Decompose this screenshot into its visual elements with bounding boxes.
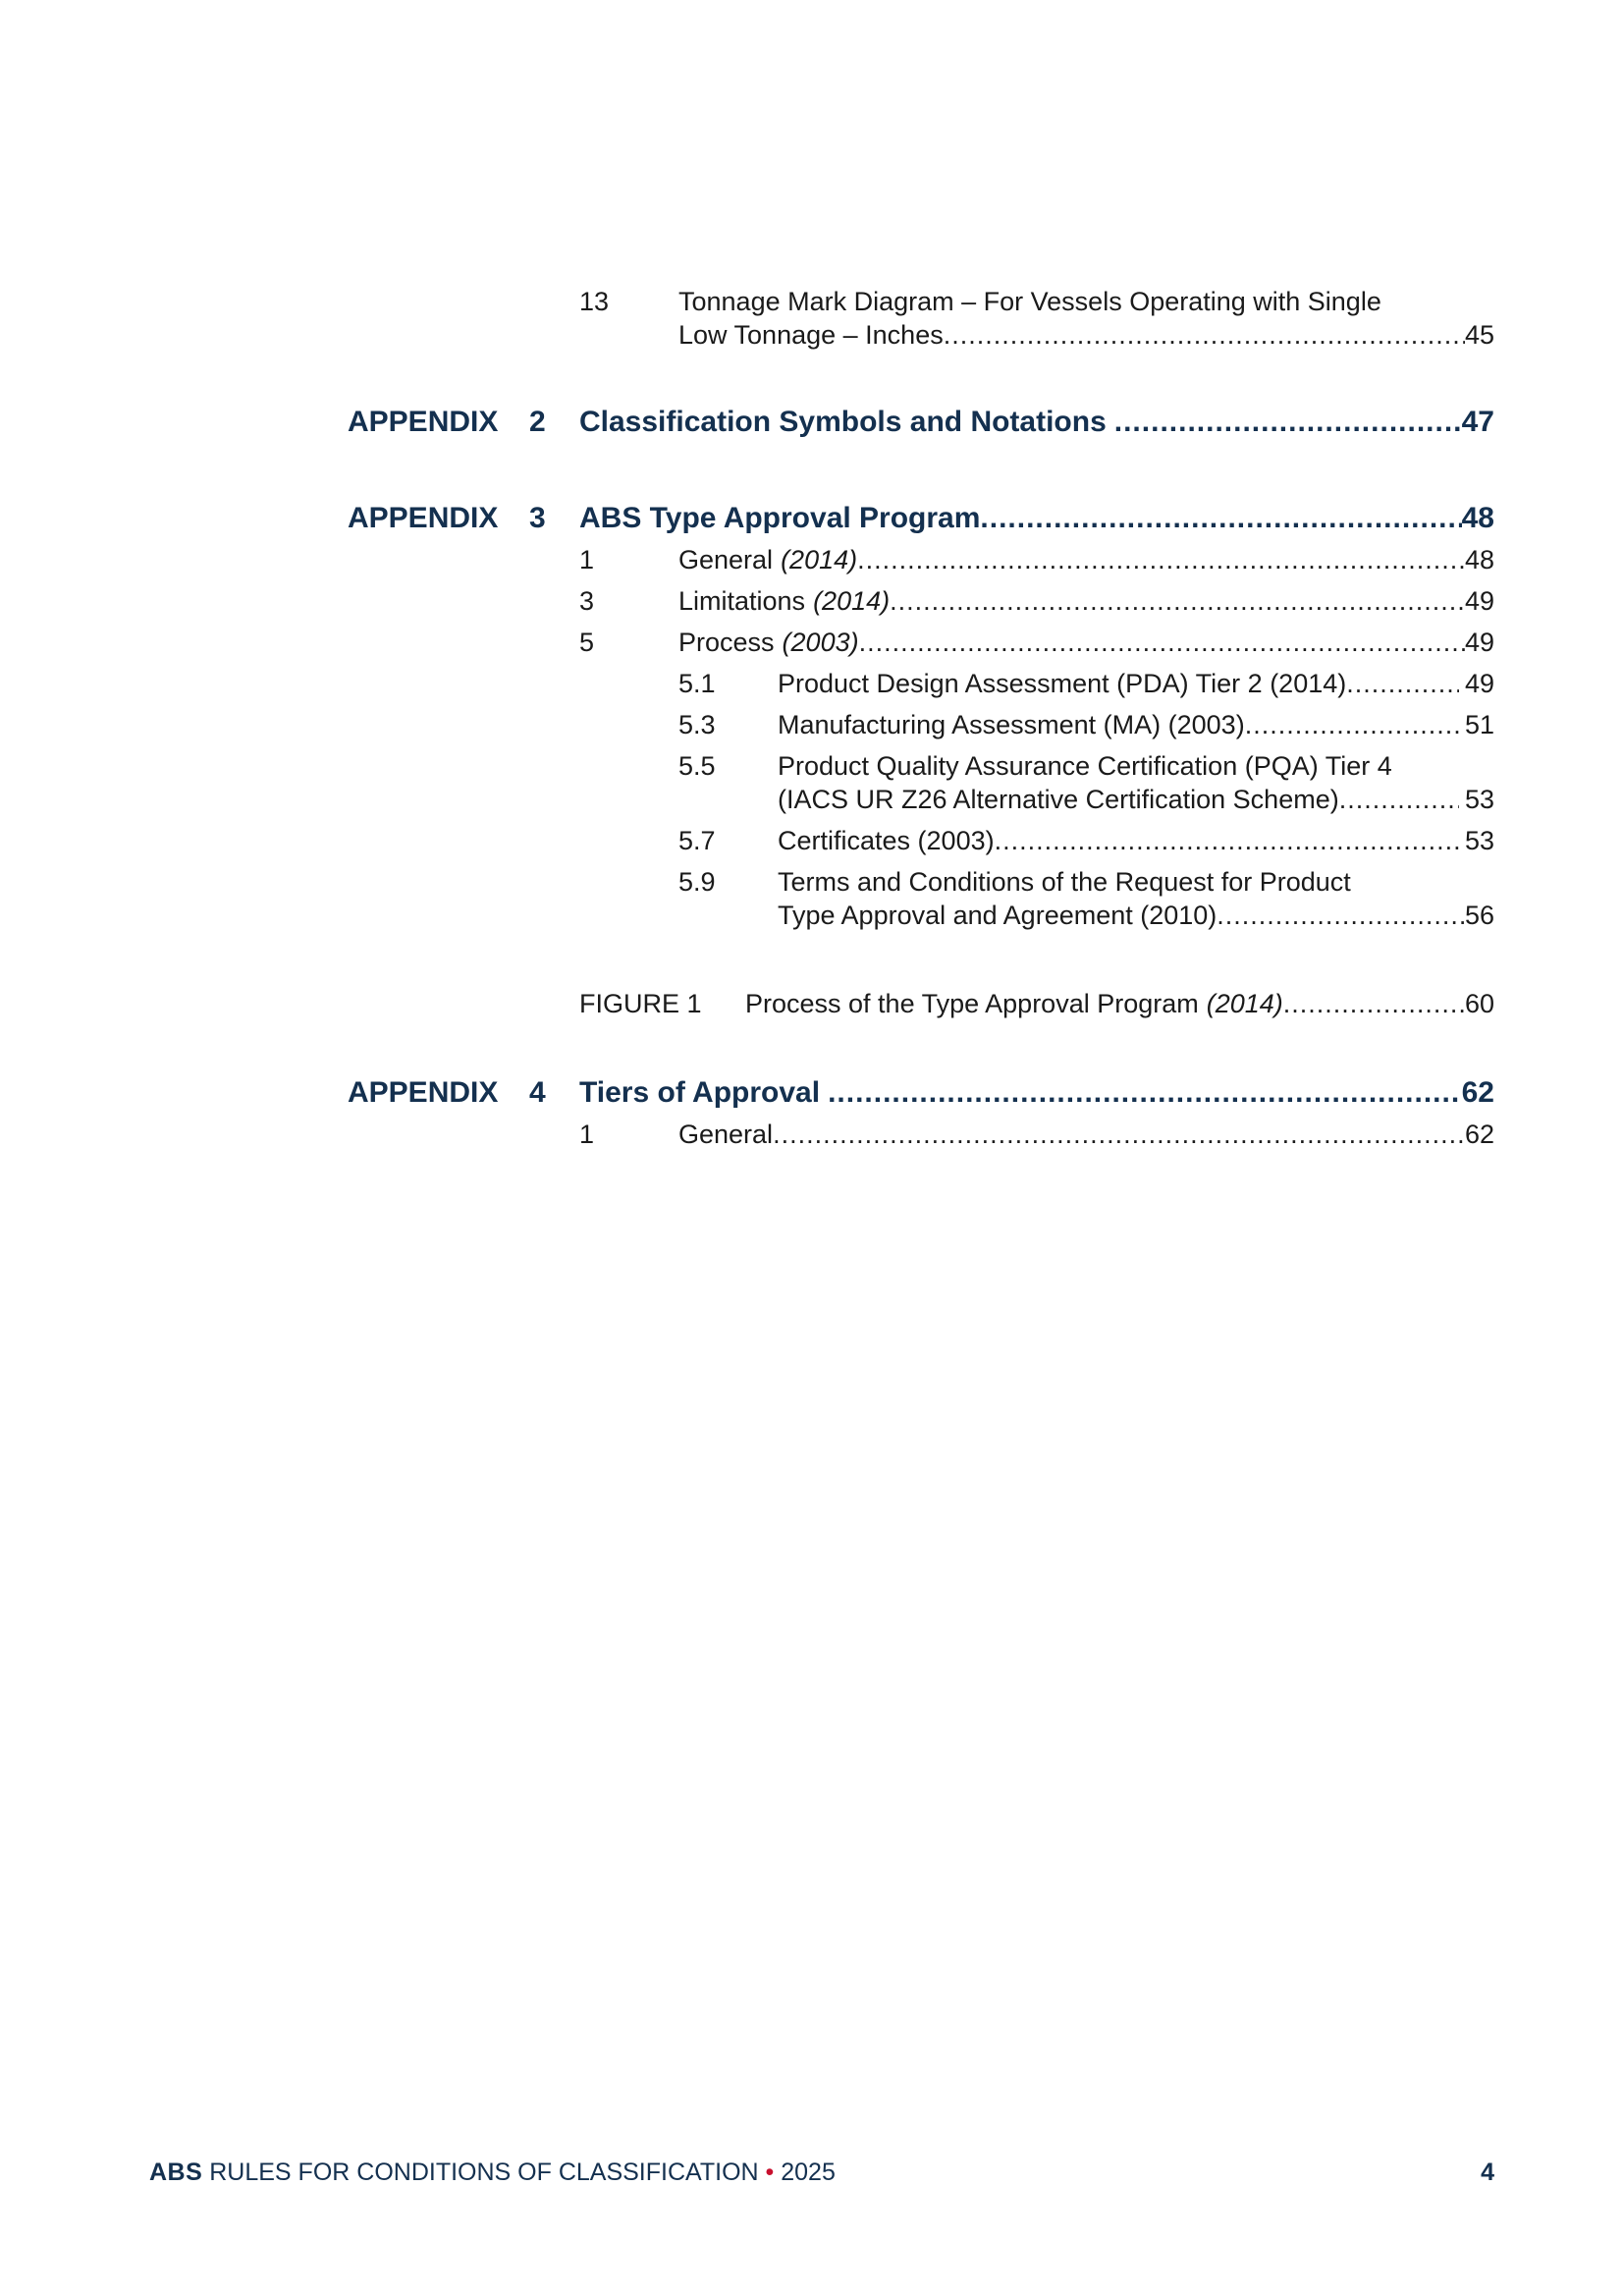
leader-dots bbox=[859, 626, 1465, 659]
subsection-title-continued: Type Approval and Agreement (2010) bbox=[778, 901, 1217, 930]
section-title: General bbox=[678, 545, 774, 574]
toc-appendix-4-section-1[interactable] bbox=[579, 1118, 1494, 1151]
page-number: 53 bbox=[1464, 785, 1494, 814]
subsection-title-continued: (IACS UR Z26 Alternative Certification Scheme) bbox=[778, 785, 1339, 814]
leader-dots bbox=[1283, 987, 1465, 1020]
page-number: 45 bbox=[1464, 320, 1494, 350]
subsection-title: Certificates (2003) bbox=[778, 826, 995, 855]
leader-dots bbox=[857, 543, 1465, 576]
figure-year: (2014) bbox=[1206, 989, 1283, 1018]
page-number: 56 bbox=[1464, 901, 1494, 930]
section-number: 3 bbox=[579, 586, 595, 616]
section-year: (2014) bbox=[813, 586, 891, 616]
section-number: 5 bbox=[579, 628, 595, 657]
toc-figure-13[interactable] bbox=[579, 285, 1494, 318]
subsection-title: Manufacturing Assessment (MA) (2003) bbox=[778, 710, 1245, 739]
toc-figure-13-cont[interactable] bbox=[678, 318, 1494, 352]
entry-title-continued: Low Tonnage – Inches bbox=[678, 320, 944, 350]
leader-dots bbox=[773, 1118, 1465, 1151]
toc-subsection-5-9[interactable] bbox=[678, 865, 1494, 899]
leader-dots bbox=[1339, 783, 1459, 816]
toc-subsection-5-9-cont[interactable] bbox=[778, 899, 1494, 932]
appendix-number: 3 bbox=[529, 502, 546, 534]
figure-title: Process of the Type Approval Program bbox=[745, 989, 1199, 1018]
leader-dots bbox=[944, 318, 1465, 352]
toc-appendix-4[interactable] bbox=[579, 1075, 1494, 1111]
page-number: 48 bbox=[1464, 545, 1494, 574]
page-number: 60 bbox=[1464, 989, 1494, 1018]
subsection-title: Terms and Conditions of the Request for Product bbox=[778, 867, 1351, 897]
subsection-number: 5.1 bbox=[678, 669, 716, 698]
entry-title: Tonnage Mark Diagram – For Vessels Operating with Single bbox=[678, 287, 1381, 316]
leader-dots bbox=[1346, 667, 1459, 700]
leader-dots bbox=[1245, 708, 1459, 741]
toc-subsection-5-1[interactable] bbox=[678, 667, 1494, 700]
leader-dots bbox=[890, 584, 1465, 618]
subsection-number: 5.3 bbox=[678, 710, 716, 739]
appendix-label: APPENDIX bbox=[348, 1076, 499, 1109]
page-number: 49 bbox=[1464, 586, 1494, 616]
page-number: 47 bbox=[1461, 406, 1494, 438]
entry-number: 13 bbox=[579, 287, 610, 316]
page-number: 49 bbox=[1464, 669, 1494, 698]
section-title: Limitations bbox=[678, 586, 806, 616]
toc-subsection-5-5-cont[interactable] bbox=[778, 783, 1494, 816]
subsection-number: 5.5 bbox=[678, 751, 716, 781]
page-number: 62 bbox=[1461, 1076, 1494, 1109]
appendix-title: ABS Type Approval Program bbox=[579, 502, 981, 534]
section-title: Process bbox=[678, 628, 775, 657]
footer-year: 2025 bbox=[781, 2159, 836, 2186]
footer-page-number: 4 bbox=[1481, 2159, 1494, 2186]
page-footer bbox=[149, 2158, 1494, 2187]
leader-dots bbox=[1217, 899, 1465, 932]
page-number: 48 bbox=[1461, 502, 1494, 534]
footer-bullet: • bbox=[765, 2159, 775, 2186]
toc-appendix-3[interactable] bbox=[579, 501, 1494, 536]
page-number: 51 bbox=[1464, 710, 1494, 739]
footer-title: RULES FOR CONDITIONS OF CLASSIFICATION bbox=[209, 2159, 766, 2186]
subsection-title: Product Design Assessment (PDA) Tier 2 (2014) bbox=[778, 669, 1347, 698]
leader-dots bbox=[1114, 405, 1462, 440]
section-year: (2003) bbox=[782, 628, 859, 657]
page-number: 49 bbox=[1464, 628, 1494, 657]
toc-section-3[interactable] bbox=[579, 584, 1494, 618]
appendix-label: APPENDIX bbox=[348, 406, 499, 438]
toc-subsection-5-3[interactable] bbox=[678, 708, 1494, 741]
toc-subsection-5-5[interactable] bbox=[678, 749, 1494, 783]
leader-dots bbox=[828, 1075, 1462, 1111]
subsection-number: 5.7 bbox=[678, 826, 716, 855]
section-number: 1 bbox=[579, 1120, 595, 1149]
abs-logo-text: ABS bbox=[149, 2159, 203, 2186]
page-number: 62 bbox=[1464, 1120, 1494, 1149]
appendix-number: 4 bbox=[529, 1076, 546, 1109]
toc-section-1[interactable] bbox=[579, 543, 1494, 576]
section-year: (2014) bbox=[781, 545, 858, 574]
appendix-label: APPENDIX bbox=[348, 502, 499, 534]
figure-label: FIGURE 1 bbox=[579, 989, 702, 1018]
toc-figure-1[interactable] bbox=[579, 987, 1494, 1020]
leader-dots bbox=[980, 501, 1461, 536]
appendix-title: Tiers of Approval bbox=[579, 1076, 821, 1109]
section-title: General bbox=[678, 1120, 774, 1149]
leader-dots bbox=[995, 824, 1459, 857]
toc-appendix-2[interactable] bbox=[579, 405, 1494, 440]
toc-subsection-5-7[interactable] bbox=[678, 824, 1494, 857]
appendix-number: 2 bbox=[529, 406, 546, 438]
subsection-number: 5.9 bbox=[678, 867, 716, 897]
toc-section-5[interactable] bbox=[579, 626, 1494, 659]
appendix-title: Classification Symbols and Notations bbox=[579, 406, 1107, 438]
page-number: 53 bbox=[1464, 826, 1494, 855]
section-number: 1 bbox=[579, 545, 595, 574]
subsection-title: Product Quality Assurance Certification (PQA) Tier 4 bbox=[778, 751, 1392, 781]
